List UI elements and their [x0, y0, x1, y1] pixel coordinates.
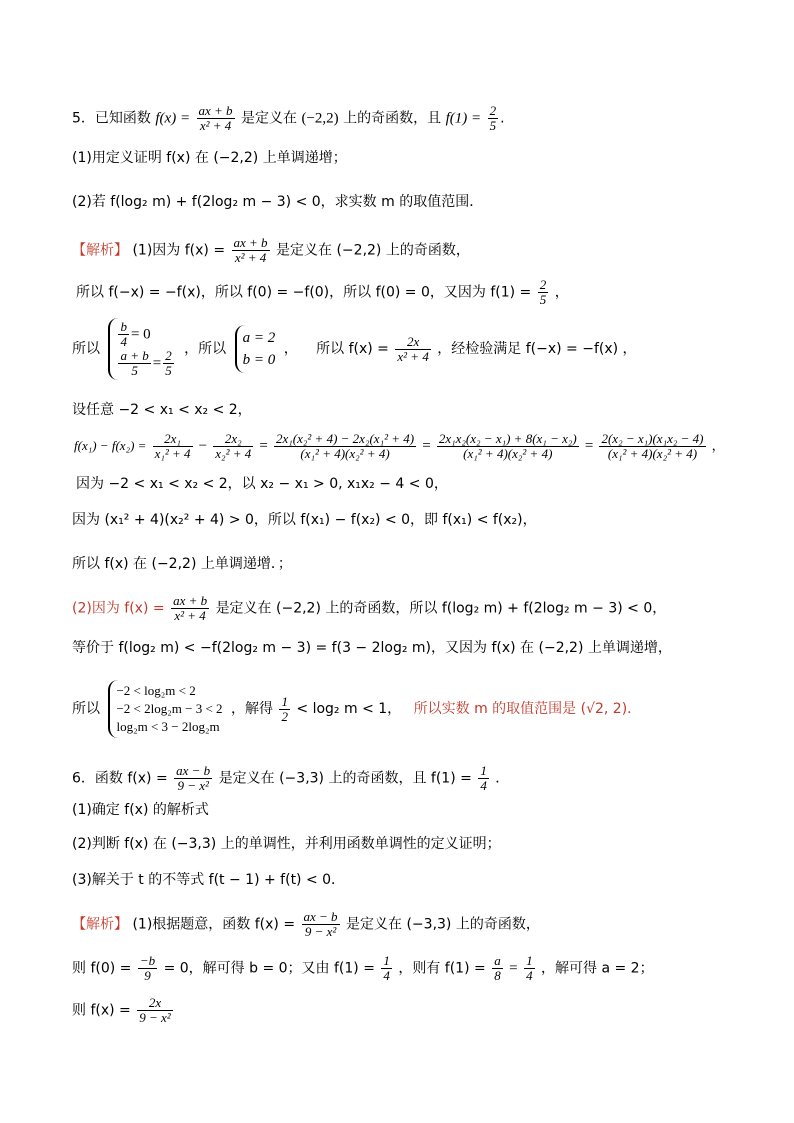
problem6-question-2: (2)判断 f(x) 在 (−3,3) 上的单调性，并利用函数单调性的定义证明； [72, 836, 501, 852]
problem5-solution-line-2: 所以 f(−x) = −f(x)，所以 f(0) = −f(0)，所以 f(0) = 0，又因为 f(1) = $\frac{2}{5}$ ， [76, 277, 569, 307]
problem5-equivalence-line: 等价于 f(log₂ m) < −f(2log₂ m − 3) = f(3 − 2log₂ m)，又因为 f(x) 在 (−2,2) 上单调递增， [72, 640, 672, 656]
problem6-question-1: (1)确定 f(x) 的解析式 [72, 802, 209, 818]
problem6-question-3: (3)解关于 t 的不等式 f(t − 1) + f(t) < 0． [72, 872, 346, 888]
fraction: $\frac{ax - b}{\text{9 − x²}}$ [176, 763, 211, 793]
fraction: $\frac{2}{5}$ [539, 277, 547, 307]
fraction: $\frac{2x}{\text{x² + 4}}$ [397, 333, 429, 364]
fraction: $\frac{ax + b}{\text{x² + 4}}$ [198, 103, 233, 133]
problem6-statement: 6．函数 f(x) = $\frac{ax - b}{\text{9 − x²}}$ 是定义在 (−3,3) 上的奇函数，且 f(1) = $\frac{1}{4}$ ． [72, 763, 510, 793]
problem5-difference-line: f(x₁) − f(x₂) = $\frac{\text{2x₁}}{\text{x₁² + 4}}$ − $\frac{\text{2x₂}}{\text{x₂² + 4}}$ = $\frac{\text{2x₁(x₂² + 4) − 2x₂(x₁² + 4)}}{\text{(x₁² + 4)(x₂² + 4)}}$ = $\frac{\text{2x₁x₂(x₂ − x₁) + 8(x₁ − x₂)}}{\text{(x₁² + 4)(x₂² + 4)}}$ = $\frac{\text{2(x₂ − x₁)(x₁x₂ − 4)}}{\text{(x₁² + 4)(x₂² + 4)}}$ ， [74, 431, 725, 461]
problem5-system-3-line: 所以 −2 < log₂m < 2 −2 < 2log₂m − 3 < 2 log₂m < 3 − 2log₂m ，解得 $\frac{1}{2}$ < log₂ m < 1， 所以实数 m 的取值范围是 (√2, 2)． [72, 680, 734, 738]
problem6-solution-line-3: 则 f(x) = $\frac{2x}{\text{9 − x²}}$ [72, 995, 171, 1025]
solution-tag: 【解析】 [72, 242, 128, 259]
problem5-question-2: (2)若 f(log₂ m) + f(2log₂ m − 3) < 0，求实数 m 的取值范围． [72, 194, 484, 210]
fraction: $\frac{ax + b}{\text{x² + 4}}$ [233, 235, 268, 265]
fraction: $\frac{ax + b}{\text{x² + 4}}$ [173, 593, 208, 623]
problem5-because-line-2: 因为 (x₁² + 4)(x₂² + 4) > 0，所以 f(x₁) − f(x₂) < 0，即 f(x₁) < f(x₂)， [72, 512, 537, 528]
equation-system: $\frac{b}{4}$ = 0 $\frac{a + b}{5}$ = $\frac{2}{5}$ [108, 318, 175, 380]
equation-system: a = 2 b = 0 [235, 325, 276, 373]
solution-tag: 【解析】 [72, 916, 128, 933]
problem5-solution-part-2: (2)因为 f(x) = $\frac{ax + b}{\text{x² + 4}}$ 是定义在 (−2,2) 上的奇函数，所以 f(log₂ m) + f(2log₂ m − 3) < 0， [72, 593, 667, 623]
fraction: $\frac{1}{2}$ [281, 693, 288, 724]
fraction: $\frac{2}{5}$ [489, 103, 497, 133]
inequality-system: −2 < log₂m < 2 −2 < 2log₂m − 3 < 2 log₂m < 3 − 2log₂m [108, 680, 222, 738]
problem5-because-line-1: 因为 −2 < x₁ < x₂ < 2，以 x₂ − x₁ > 0, x₁x₂ − 4 < 0， [76, 476, 448, 492]
problem5-assume-line: 设任意 −2 < x₁ < x₂ < 2， [72, 402, 252, 418]
fraction: $\frac{1}{4}$ [480, 763, 487, 793]
problem5-statement: 5．已知函数 f(x) = $\frac{ax + b}{\text{x² + 4}}$ 是定义在 (−2,2) 上的奇函数，且 f(1) = $\frac{2}{5}$ . [72, 103, 505, 133]
problem5-system-line: 所以 $\frac{b}{4}$ = 0 $\frac{a + b}{5}$ = $\frac{2}{5}$ ，所以 a = 2 b = 0 ， 所以 f(x) = $\frac{2x}{\text{x² + 4}}$ ，经检验满足 f(−x) = −f(x) ， [72, 319, 637, 378]
problem5-question-1: (1)用定义证明 f(x) 在 (−2,2) 上单调递增； [72, 150, 347, 166]
fraction: $\frac{ax - b}{\text{9 − x²}}$ [303, 909, 338, 939]
problem6-solution-line-1: 【解析】 (1)根据题意，函数 f(x) = $\frac{ax - b}{\text{9 − x²}}$ 是定义在 (−3,3) 上的奇函数， [72, 909, 540, 939]
problem5-solution-line-1: 【解析】 (1)因为 f(x) = $\frac{ax + b}{\text{x² + 4}}$ 是定义在 (−2,2) 上的奇函数， [72, 235, 470, 265]
problem6-solution-line-2: 则 f(0) = $\frac{-b}{9}$ = 0，解可得 b = 0；又由 f(1) = $\frac{1}{4}$ ，则有 f(1) = $\frac{a}{8}$ = $\frac{1}{4}$ ，解可得 a = 2； [72, 953, 654, 983]
problem5-conclusion-1: 所以 f(x) 在 (−2,2) 上单调递增．； [72, 556, 292, 572]
